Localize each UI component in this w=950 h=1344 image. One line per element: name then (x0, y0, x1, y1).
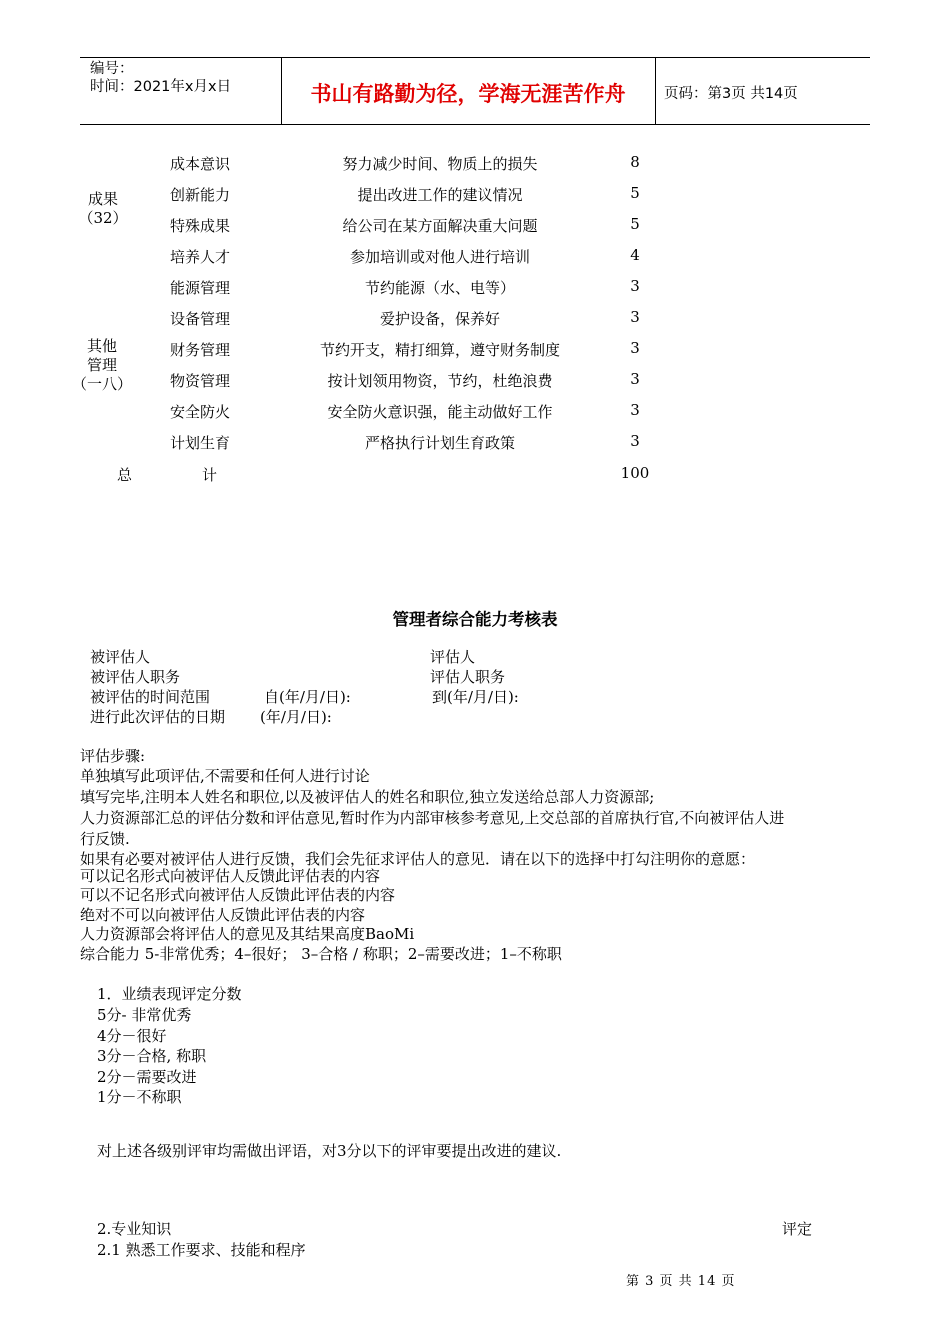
total-label-2: 计 (202, 466, 218, 484)
header-page-info: 页码：第3页 共14页 (664, 86, 798, 102)
item-description: 节约能源（水、电等） (364, 279, 515, 297)
item-name: 能源管理 (170, 279, 231, 297)
item-score: 3 (630, 432, 640, 450)
item-name: 成本意识 (170, 155, 231, 173)
date-label: 进行此次评估的日期 (90, 708, 226, 726)
step-line: 人力资源部汇总的评估分数和评估意见,暂时作为内部审核参考意见,上交总部的首席执行官,不向被评估人进 (80, 809, 785, 827)
item-score: 3 (630, 277, 640, 295)
section2-subitem: 2.1 熟悉工作要求、技能和程序 (97, 1241, 306, 1259)
item-score: 5 (630, 184, 640, 202)
item-score: 5 (630, 215, 640, 233)
item-description: 节约开支，精打细算，遵守财务制度 (319, 341, 560, 359)
category-score: （一八） (72, 375, 133, 393)
item-name: 计划生育 (170, 434, 231, 452)
score-level: 5分- 非常优秀 (97, 1006, 192, 1024)
category-results (78, 190, 128, 228)
item-score: 8 (630, 153, 640, 171)
step-line: 人力资源部会将评估人的意见及其结果高度BaoMi (80, 925, 415, 943)
option-line: 绝对不可以向被评估人反馈此评估表的内容 (80, 906, 366, 924)
item-description: 提出改进工作的建议情况 (357, 186, 523, 204)
date-format: (年/月/日): (260, 708, 332, 726)
item-name: 设备管理 (170, 310, 231, 328)
category-label: 管理 (86, 356, 117, 374)
item-name: 创新能力 (170, 186, 231, 204)
header-divider-left (281, 57, 282, 124)
step-line: 单独填写此项评估,不需要和任何人进行讨论 (80, 767, 370, 785)
time-label: 时间：2021年x月x日 (90, 79, 232, 95)
item-name: 财务管理 (170, 341, 231, 359)
header-meta (90, 60, 231, 96)
score-level: 3分－合格, 称职 (97, 1047, 207, 1065)
category-label: 成果 (87, 190, 118, 208)
form-title: 管理者综合能力考核表 (392, 610, 558, 629)
category-other-management (72, 337, 132, 394)
step-line: 行反馈. (80, 830, 130, 848)
item-name: 培养人才 (170, 248, 231, 266)
item-score: 3 (630, 370, 640, 388)
category-score: （32） (78, 209, 128, 227)
category-label: 其他 (86, 337, 117, 355)
evaluator-label: 评估人 (430, 648, 476, 666)
item-description: 按计划领用物资，节约，杜绝浪费 (327, 372, 553, 390)
period-from: 自(年/月/日): (264, 688, 351, 706)
item-score: 3 (630, 308, 640, 326)
rating-scale: 综合能力 5-非常优秀；4–很好； 3–合格 / 称职；2–需要改进；1–不称职 (80, 945, 562, 963)
rating-label: 评定 (782, 1220, 813, 1238)
steps-heading: 评估步骤: (80, 747, 146, 765)
total-label-1: 总 (117, 466, 133, 484)
score-level: 1分－不称职 (97, 1088, 182, 1106)
review-note: 对上述各级别评审均需做出评语，对3分以下的评审要提出改进的建议. (97, 1142, 562, 1160)
header-top-rule (80, 57, 870, 58)
item-description: 参加培训或对他人进行培训 (349, 248, 530, 266)
item-score: 4 (630, 246, 640, 264)
item-name: 特殊成果 (170, 217, 231, 235)
period-to: 到(年/月/日): (432, 688, 519, 706)
step-line: 填写完毕,注明本人姓名和职位,以及被评估人的姓名和职位,独立发送给总部人力资源部; (80, 788, 655, 806)
item-description: 给公司在某方面解决重大问题 (342, 217, 538, 235)
page-footer: 第 3 页 共 14 页 (626, 1274, 736, 1289)
score-level: 2分－需要改进 (97, 1068, 197, 1086)
item-score: 3 (630, 401, 640, 419)
evaluatee-position-label: 被评估人职务 (90, 668, 181, 686)
item-description: 爱护设备，保养好 (379, 310, 500, 328)
item-name: 物资管理 (170, 372, 231, 390)
section1-heading: 1．业绩表现评定分数 (97, 985, 242, 1003)
period-label: 被评估的时间范围 (90, 688, 211, 706)
option-line: 可以记名形式向被评估人反馈此评估表的内容 (80, 867, 381, 885)
item-name: 安全防火 (170, 403, 231, 421)
header-motto: 书山有路勤为径，学海无涯苦作舟 (310, 82, 626, 106)
item-description: 严格执行计划生育政策 (364, 434, 515, 452)
number-label: 编号： (90, 61, 134, 77)
step-line: 如果有必要对被评估人进行反馈，我们会先征求评估人的意见．请在以下的选择中打勾注明你的意愿： (80, 850, 756, 868)
option-line: 可以不记名形式向被评估人反馈此评估表的内容 (80, 886, 396, 904)
evaluatee-label: 被评估人 (90, 648, 151, 666)
evaluator-position-label: 评估人职务 (430, 668, 506, 686)
item-description: 安全防火意识强，能主动做好工作 (327, 403, 553, 421)
section2-heading: 2.专业知识 (97, 1220, 172, 1238)
item-description: 努力减少时间、物质上的损失 (342, 155, 538, 173)
item-score: 3 (630, 339, 640, 357)
total-value: 100 (620, 464, 650, 482)
score-level: 4分－很好 (97, 1027, 167, 1045)
header-bottom-rule (80, 124, 870, 125)
header-divider-right (655, 57, 656, 124)
